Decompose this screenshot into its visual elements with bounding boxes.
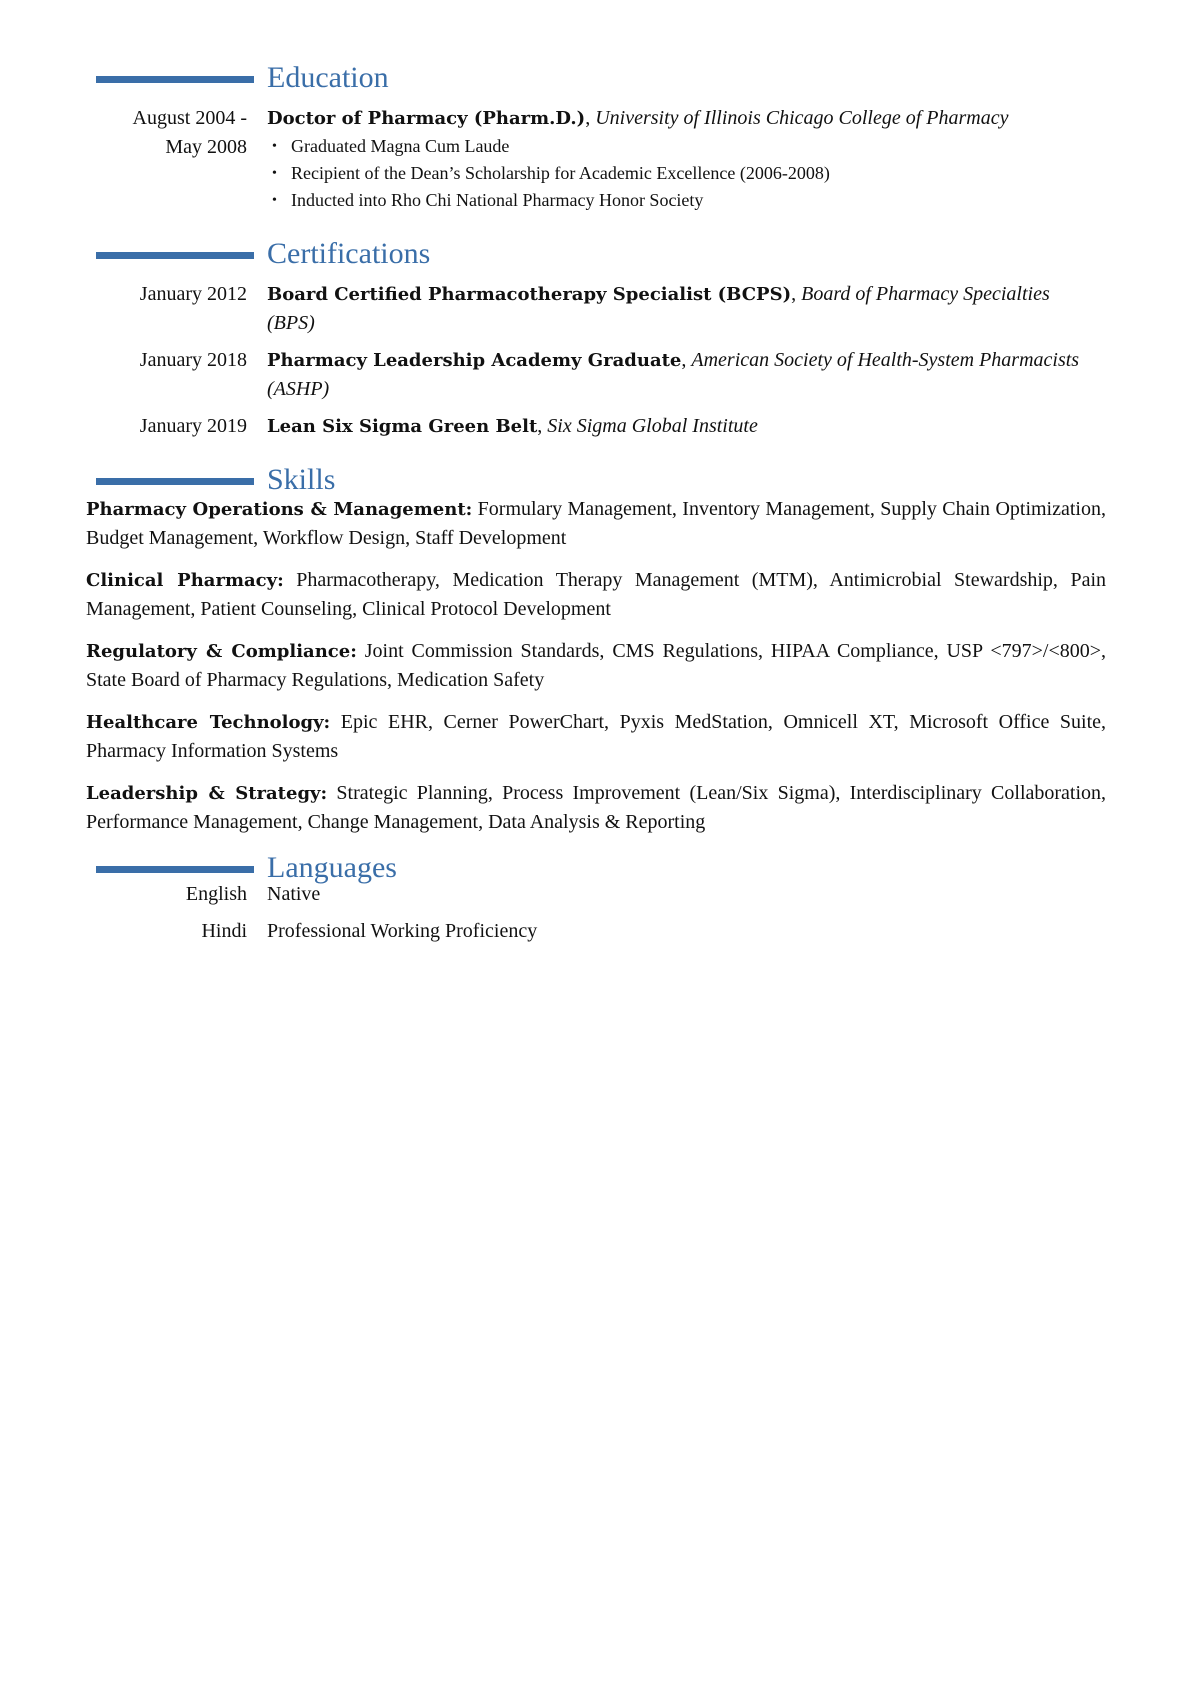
section-certifications-header (96, 234, 1096, 274)
skill-label: Regulatory & Compliance: (86, 641, 357, 662)
language-name: Hindi (201, 920, 247, 942)
language-level: Professional Working Proficiency (267, 920, 538, 942)
skill-group (86, 708, 1106, 766)
list-item: • Recipient of the Dean’s Scholarship for Academic Excellence (2006-2008) (291, 160, 1102, 187)
degree: Doctor of Pharmacy (Pharm.D.) (267, 108, 586, 129)
entry-date: January 2018 (139, 349, 247, 371)
cert-issuer: Six Sigma Global Institute (547, 415, 758, 437)
entry-body: Board Certified Pharmacotherapy Specialist (BCPS), Board of Pharmacy Specialties (BPS) (267, 283, 1050, 334)
cert-name: Lean Six Sigma Green Belt (267, 416, 538, 437)
language-level: Native (267, 883, 321, 905)
entry-date: January 2019 (139, 415, 247, 437)
section-title: Certifications (267, 237, 431, 270)
section-bar (96, 866, 254, 873)
institution: University of Illinois Chicago College of Pharmacy (595, 107, 1009, 129)
entry-body: Pharmacy Leadership Academy Graduate, American Society of Health-System Pharmacists (ASHP) (267, 349, 1080, 400)
cert-issuer: American Society of Health-System Pharmacists (ASHP) (267, 349, 1080, 400)
skill-items: Pharmacotherapy, Medication Therapy Management (MTM), Antimicrobial Stewardship, Pain Management, Patient Counseling, Clinical Protocol Development (86, 569, 1107, 620)
section-title: Education (267, 61, 389, 94)
language-name: English (185, 883, 247, 905)
skill-label: Leadership & Strategy: (86, 783, 328, 804)
skill-items: Strategic Planning, Process Improvement (Lean/Six Sigma), Interdisciplinary Collaboration, Performance Management, Change Management, Data Analysis & Reporting (86, 782, 1107, 833)
skill-label: Clinical Pharmacy: (86, 570, 284, 591)
skill-group (86, 779, 1106, 837)
section-title: Skills (267, 463, 336, 496)
section-bar (96, 76, 254, 83)
section-title: Languages (267, 851, 397, 884)
section-bar (96, 478, 254, 485)
entry-date: August 2004 - May 2008 (132, 107, 247, 158)
skill-group (86, 495, 1106, 553)
skill-items: Epic EHR, Cerner PowerChart, Pyxis MedStation, Omnicell XT, Microsoft Office Suite, Pharmacy Information Systems (86, 711, 1107, 762)
skill-items: Joint Commission Standards, CMS Regulations, HIPAA Compliance, USP <797>/<800>, State Board of Pharmacy Regulations, Medication Safety (86, 640, 1106, 691)
cert-name: Board Certified Pharmacotherapy Specialist (BCPS) (267, 284, 792, 305)
entry-body: Doctor of Pharmacy (Pharm.D.), University of Illinois Chicago College of Pharmacy • Graduated Magna Cum Laude • Recipient of the Dean’s Scholarship for Academic Excellence (2006-2008) • Inducted into Rho Chi National Pharmacy Honor Society (267, 104, 1102, 214)
section-skills-header (96, 460, 1096, 500)
entry-date: January 2012 (139, 283, 247, 305)
skill-group (86, 566, 1106, 624)
cert-issuer: Board of Pharmacy Specialties (BPS) (267, 283, 1050, 334)
bullet-list (267, 133, 1102, 214)
list-item: • Graduated Magna Cum Laude (291, 133, 1102, 160)
skill-label: Healthcare Technology: (86, 712, 331, 733)
cert-name: Pharmacy Leadership Academy Graduate (267, 350, 682, 371)
list-item: • Inducted into Rho Chi National Pharmacy Honor Society (291, 187, 1102, 214)
section-bar (96, 252, 254, 259)
skill-items: Formulary Management, Inventory Management, Supply Chain Optimization, Budget Management, Workflow Design, Staff Development (86, 498, 1106, 549)
section-education-header (96, 58, 1096, 98)
entry-body: Lean Six Sigma Green Belt, Six Sigma Global Institute (267, 415, 758, 437)
skill-label: Pharmacy Operations & Management: (86, 499, 473, 520)
skill-group (86, 637, 1106, 695)
